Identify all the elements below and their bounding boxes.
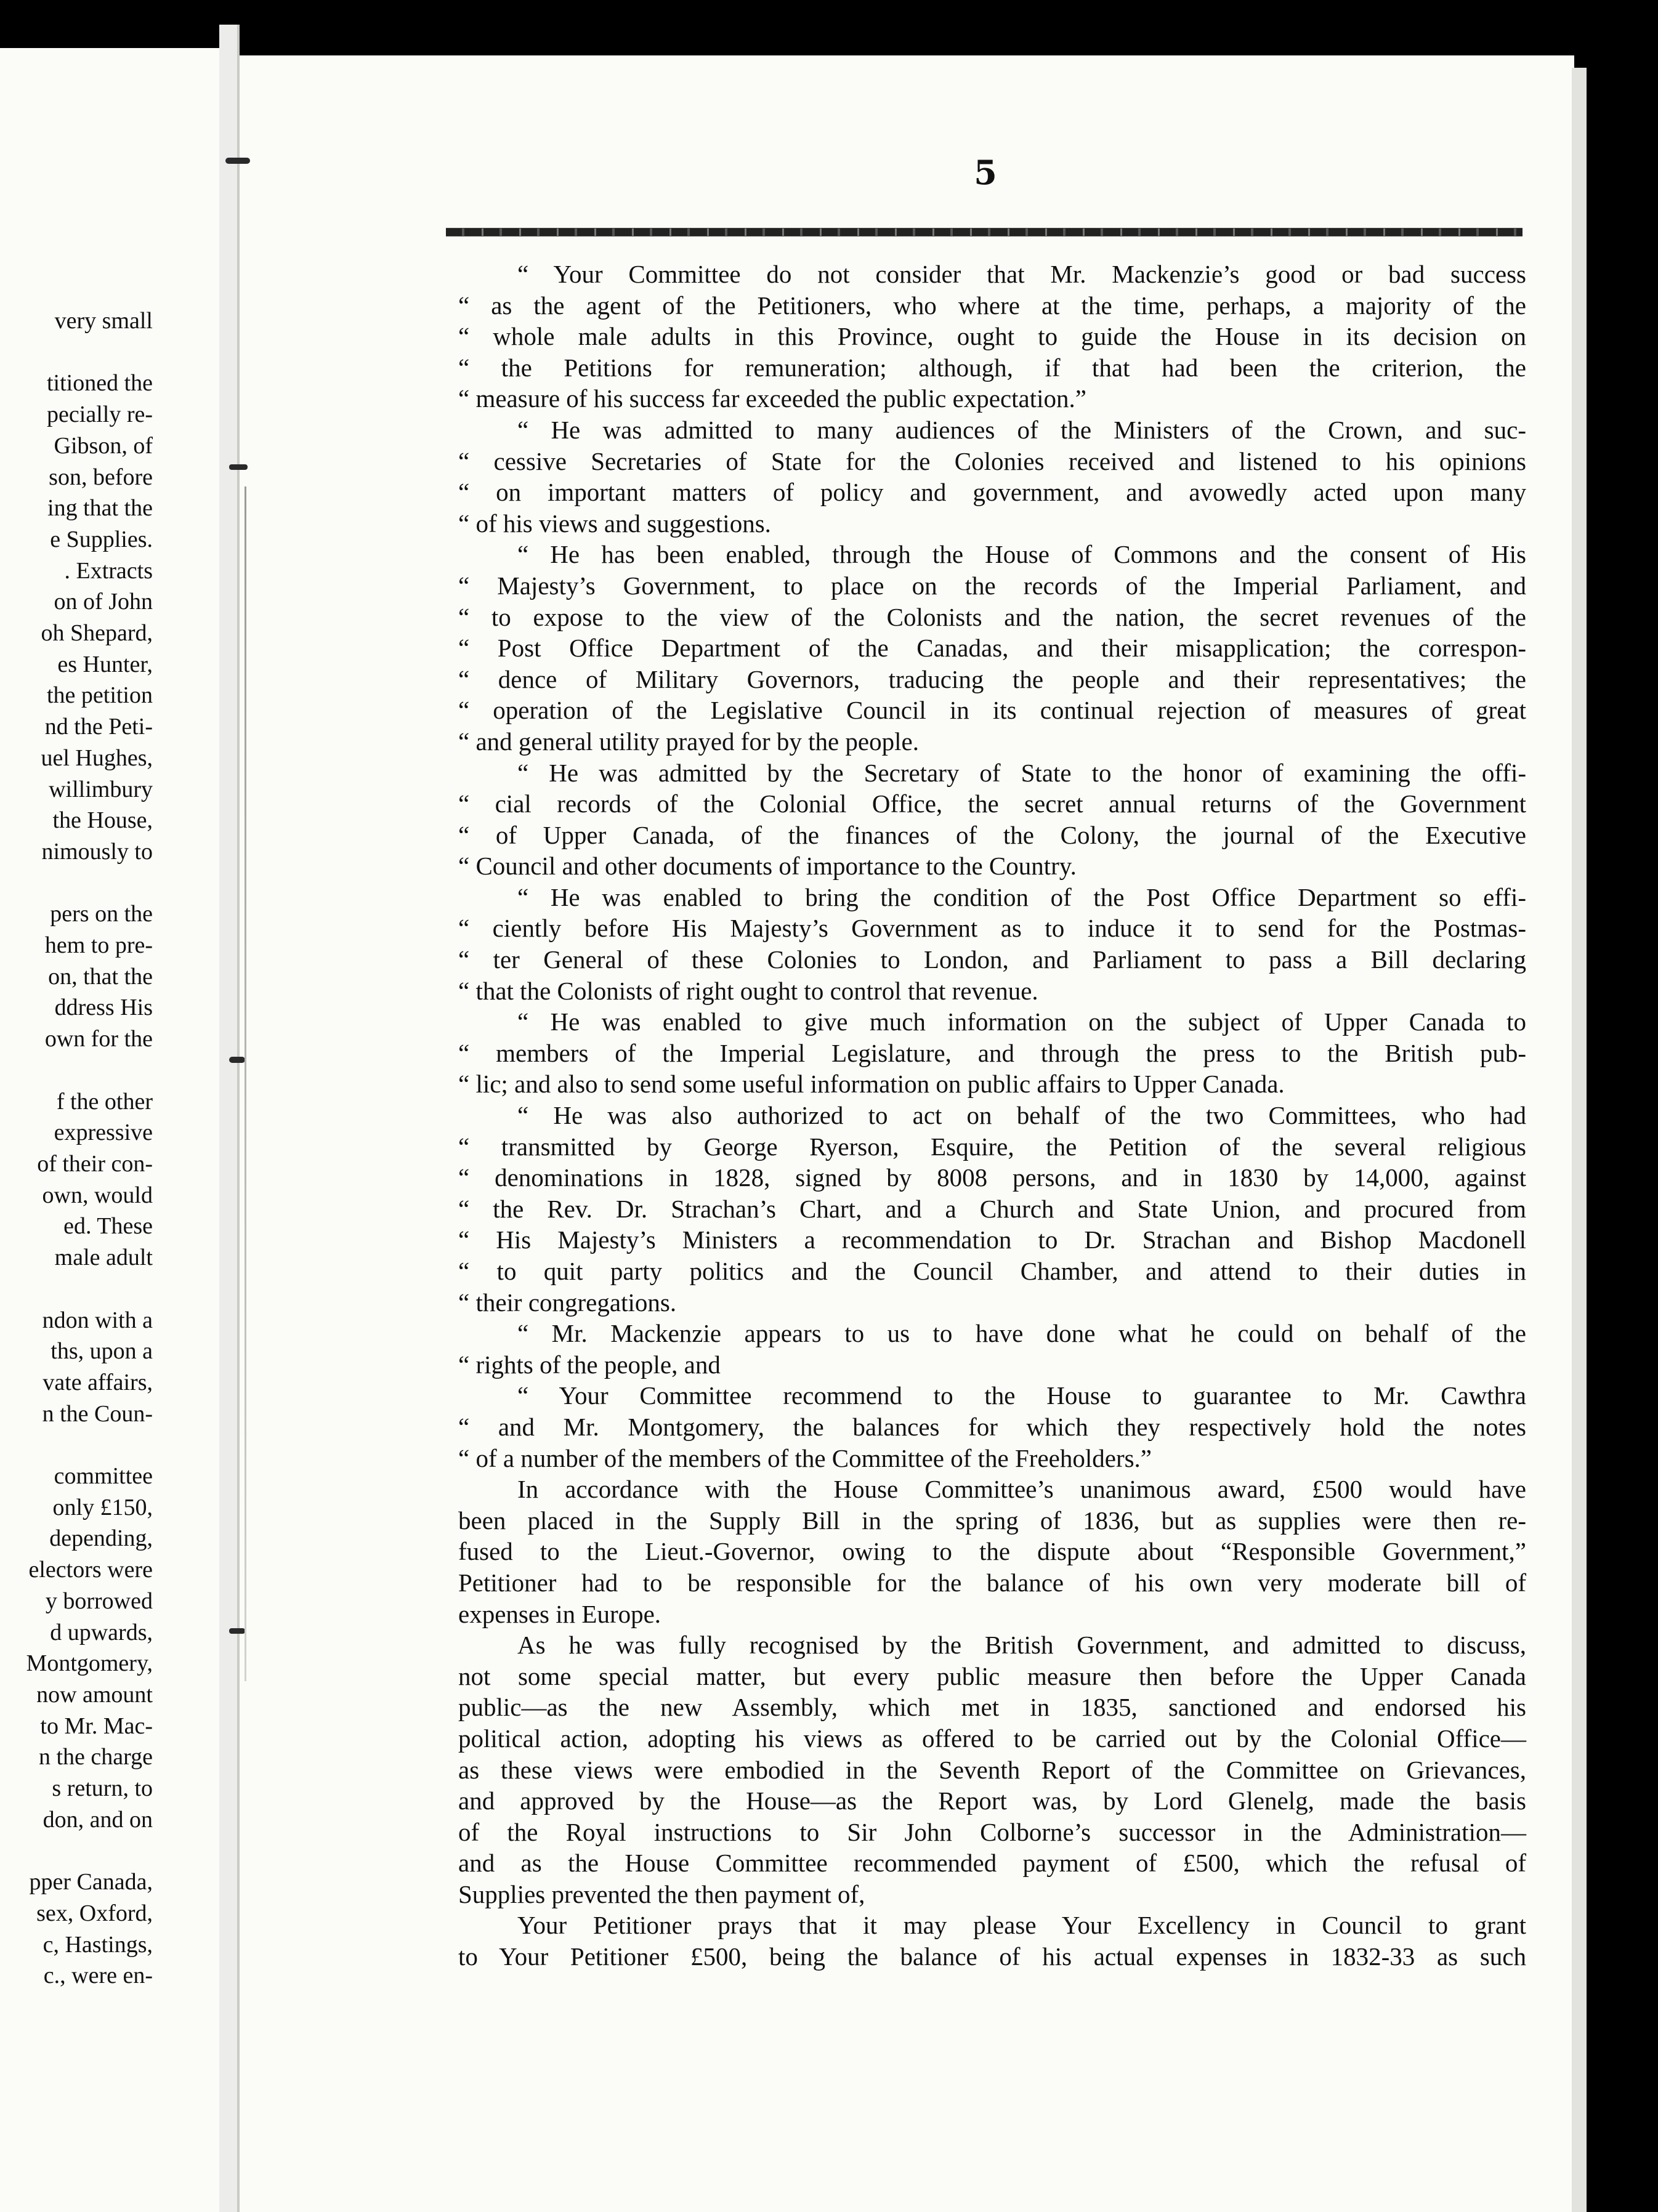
body-text-line: and as the House Committee recommended payment of £500, which the refusal of <box>458 1849 1526 1878</box>
body-text-line: of the Royal instructions to Sir John Colborne’s successor in the Administration— <box>458 1817 1526 1846</box>
body-text-line: As he was fully recognised by the British Government, and admitted to discuss, <box>517 1631 1526 1660</box>
body-text-line: expenses in Europe. <box>458 1599 661 1628</box>
left-page-line: e Supplies. <box>50 526 153 552</box>
body-text-line: and approved by the House—as the Report was, by Lord Glenelg, made the basis <box>458 1786 1526 1815</box>
body-text-line: “ the Rev. Dr. Strachan’s Chart, and a Church and State Union, and procured from <box>458 1194 1526 1223</box>
binding-stitch-mark <box>229 464 248 470</box>
body-text-line: “ rights of the people, and <box>458 1350 721 1379</box>
body-text-line: “ cial records of the Colonial Office, the secret annual returns of the Government <box>458 789 1526 818</box>
page-edge-shadow <box>1572 68 1587 2212</box>
body-text-line: “ He was admitted by the Secretary of State to the honor of examining the offi- <box>517 758 1526 787</box>
body-text-line: “ on important matters of policy and government, and avowedly acted upon many <box>458 478 1526 507</box>
body-text-line: “ cessive Secretaries of State for the Colonies received and listened to his opinions <box>458 446 1526 475</box>
left-page-line: the petition <box>46 682 153 709</box>
left-page-line: y borrowed <box>45 1588 153 1614</box>
body-text-line: “ He was admitted to many audiences of the Ministers of the Crown, and suc- <box>517 415 1526 444</box>
left-page-line: titioned the <box>46 370 153 397</box>
left-page-line: ed. These <box>63 1213 153 1240</box>
left-page-line: ing that the <box>47 495 153 522</box>
left-page-line: oh Shepard, <box>41 620 153 647</box>
left-page-line <box>0 1429 153 1461</box>
left-page-line: n the charge <box>39 1744 153 1770</box>
left-page-line: electors were <box>28 1557 153 1583</box>
left-page-line: don, and on <box>42 1806 153 1833</box>
body-text-line: “ measure of his success far exceeded the public expectation.” <box>458 384 1086 413</box>
body-text-line: not some special matter, but every public measure then before the Upper Canada <box>458 1661 1526 1690</box>
left-page-line: es Hunter, <box>57 651 153 677</box>
left-page-line: son, before <box>49 464 153 490</box>
left-page-line: Montgomery, <box>26 1650 153 1677</box>
body-text-line: “ denominations in 1828, signed by 8008 persons, and in 1830 by 14,000, against <box>458 1163 1526 1192</box>
left-page-line: hem to pre- <box>44 932 153 959</box>
body-text-line: “ operation of the Legislative Council in its continual rejection of measures of great <box>458 696 1526 725</box>
binding-gutter <box>219 25 238 2212</box>
left-page-line: own for the <box>44 1026 153 1052</box>
left-page-line: only £150, <box>52 1494 153 1520</box>
body-text-line: public—as the new Assembly, which met in 1835, sanctioned and endorsed his <box>458 1693 1526 1722</box>
body-text-line: “ Your Committee recommend to the House to guarantee to Mr. Cawthra <box>517 1381 1526 1410</box>
left-facing-page <box>0 48 219 2212</box>
body-text-line: Petitioner had to be responsible for the balance of his own very moderate bill of <box>458 1568 1526 1597</box>
body-text-line: “ of his views and suggestions. <box>458 509 771 538</box>
left-page-line: now amount <box>36 1681 153 1708</box>
body-text-line: “ whole male adults in this Province, ought to guide the House in its decision on <box>458 322 1526 351</box>
left-page-line: pers on the <box>50 901 153 927</box>
body-text-line: to Your Petitioner £500, being the balance of his actual expenses in 1832-33 as such <box>458 1942 1526 1971</box>
left-page-line: male adult <box>54 1245 153 1271</box>
body-text-line: “ Council and other documents of importance to the Country. <box>458 852 1077 881</box>
binding-stitch-mark <box>229 1057 245 1063</box>
binding-stitch-mark <box>229 1628 245 1634</box>
body-text-line: “ Your Committee do not consider that Mr. Mackenzie’s good or bad success <box>517 260 1526 288</box>
body-text-line: “ the Petitions for remuneration; although, if that had been the criterion, the <box>458 353 1526 382</box>
body-text-line: “ ter General of these Colonies to London, and Parliament to pass a Bill declaring <box>458 945 1526 974</box>
left-page-line: . Extracts <box>64 557 153 584</box>
left-page-line: pecially re- <box>47 402 153 428</box>
body-text-line: “ of Upper Canada, of the finances of the Colony, the journal of the Executive <box>458 820 1526 849</box>
body-text-line: fused to the Lieut.-Governor, owing to the dispute about “Responsible Government,” <box>458 1537 1526 1566</box>
left-page-line: on of John <box>54 589 153 615</box>
body-text-line: “ His Majesty’s Ministers a recommendation to Dr. Strachan and Bishop Macdonell <box>458 1225 1526 1254</box>
binding-stitch-mark <box>225 158 250 164</box>
body-text-line: “ He was enabled to bring the condition of the Post Office Department so effi- <box>517 882 1526 911</box>
body-text-line: as these views were embodied in the Seventh Report of the Committee on Grievances, <box>458 1755 1526 1784</box>
left-page-line <box>0 1835 153 1867</box>
left-page-line: to Mr. Mac- <box>40 1713 153 1739</box>
header-rule <box>446 228 1523 236</box>
body-text-line: In accordance with the House Committee’s unanimous award, £500 would have <box>517 1475 1526 1504</box>
left-page-line: pper Canada, <box>29 1869 153 1895</box>
left-page-line: very small <box>54 308 153 334</box>
body-text-line: “ Majesty’s Government, to place on the records of the Imperial Parliament, and <box>458 571 1526 600</box>
left-page-line: depending, <box>49 1525 153 1552</box>
left-page-line: on, that the <box>48 963 153 990</box>
body-text-line: “ He was enabled to give much information on the subject of Upper Canada to <box>517 1007 1526 1036</box>
body-text-line: “ as the agent of the Petitioners, who where at the time, perhaps, a majority of the <box>458 291 1526 320</box>
left-page-line: Gibson, of <box>54 432 153 459</box>
left-page-line: n the Coun- <box>42 1400 153 1427</box>
body-text-line: been placed in the Supply Bill in the spring of 1836, but as supplies were then re- <box>458 1506 1526 1535</box>
body-text-line: “ members of the Imperial Legislature, and through the press to the British pub- <box>458 1038 1526 1067</box>
left-page-line <box>0 337 153 368</box>
left-page-line: nd the Peti- <box>44 714 153 740</box>
left-page-line: ndon with a <box>42 1307 153 1333</box>
left-page-line: f the other <box>56 1088 153 1115</box>
left-page-text-fragments <box>0 305 153 1992</box>
left-page-line <box>0 868 153 899</box>
left-page-line: ddress His <box>54 995 153 1021</box>
left-page-line: vate affairs, <box>42 1369 153 1395</box>
left-page-line: uel Hughes, <box>41 745 153 771</box>
left-page-line: of their con- <box>37 1150 153 1177</box>
body-text-line: “ that the Colonists of right ought to control that revenue. <box>458 976 1038 1005</box>
fold-line <box>237 25 240 2212</box>
body-text-line: “ and general utility prayed for by the people. <box>458 727 919 756</box>
body-text-line: “ He was also authorized to act on behalf of the two Committees, who had <box>517 1101 1526 1130</box>
body-text-line: “ their congregations. <box>458 1288 677 1317</box>
page-number: 5 <box>974 153 997 192</box>
left-page-line: committee <box>54 1463 153 1490</box>
body-text-line: “ dence of Military Governors, traducing the people and their representatives; the <box>458 664 1526 693</box>
left-page-line <box>0 1274 153 1305</box>
binding-thread <box>245 486 246 1681</box>
body-text-line: “ to quit party politics and the Council Chamber, and attend to their duties in <box>458 1257 1526 1285</box>
body-text-line: “ and Mr. Montgomery, the balances for which they respectively hold the notes <box>458 1412 1526 1441</box>
left-page-line: expressive <box>54 1120 153 1146</box>
left-page-line <box>0 1055 153 1086</box>
body-text-line: “ transmitted by George Ryerson, Esquire, the Petition of the several religious <box>458 1132 1526 1161</box>
body-text-line: “ Mr. Mackenzie appears to us to have done what he could on behalf of the <box>517 1319 1526 1348</box>
body-text-line: “ of a number of the members of the Committee of the Freeholders.” <box>458 1443 1152 1472</box>
left-page-line: own, would <box>42 1182 153 1208</box>
left-page-line: sex, Oxford, <box>36 1900 153 1926</box>
left-page-line: the House, <box>52 807 153 834</box>
body-text-line: political action, adopting his views as offered to be carried out by the Colonial Office— <box>458 1724 1526 1753</box>
body-text-line: “ lic; and also to send some useful information on public affairs to Upper Canada. <box>458 1070 1285 1099</box>
left-page-line: ths, upon a <box>51 1338 153 1365</box>
main-body-text <box>458 259 1526 1972</box>
body-text-line: “ Post Office Department of the Canadas, and their misapplication; the correspon- <box>458 634 1526 663</box>
left-page-line: c., were en- <box>43 1963 153 1989</box>
left-page-line: d upwards, <box>50 1619 153 1645</box>
left-page-line: s return, to <box>52 1775 153 1802</box>
left-page-line: c, Hastings, <box>42 1931 153 1958</box>
body-text-line: Supplies prevented the then payment of, <box>458 1879 865 1908</box>
body-text-line: Your Petitioner prays that it may please Your Excellency in Council to grant <box>517 1911 1526 1940</box>
body-text-line: “ He has been enabled, through the House of Commons and the consent of His <box>517 540 1526 569</box>
body-text-line: “ ciently before His Majesty’s Government as to induce it to send for the Postmas- <box>458 914 1526 943</box>
body-text-line: “ to expose to the view of the Colonists and the nation, the secret revenues of the <box>458 602 1526 631</box>
left-page-line: nimously to <box>41 838 153 865</box>
left-page-line: willimbury <box>49 776 153 802</box>
